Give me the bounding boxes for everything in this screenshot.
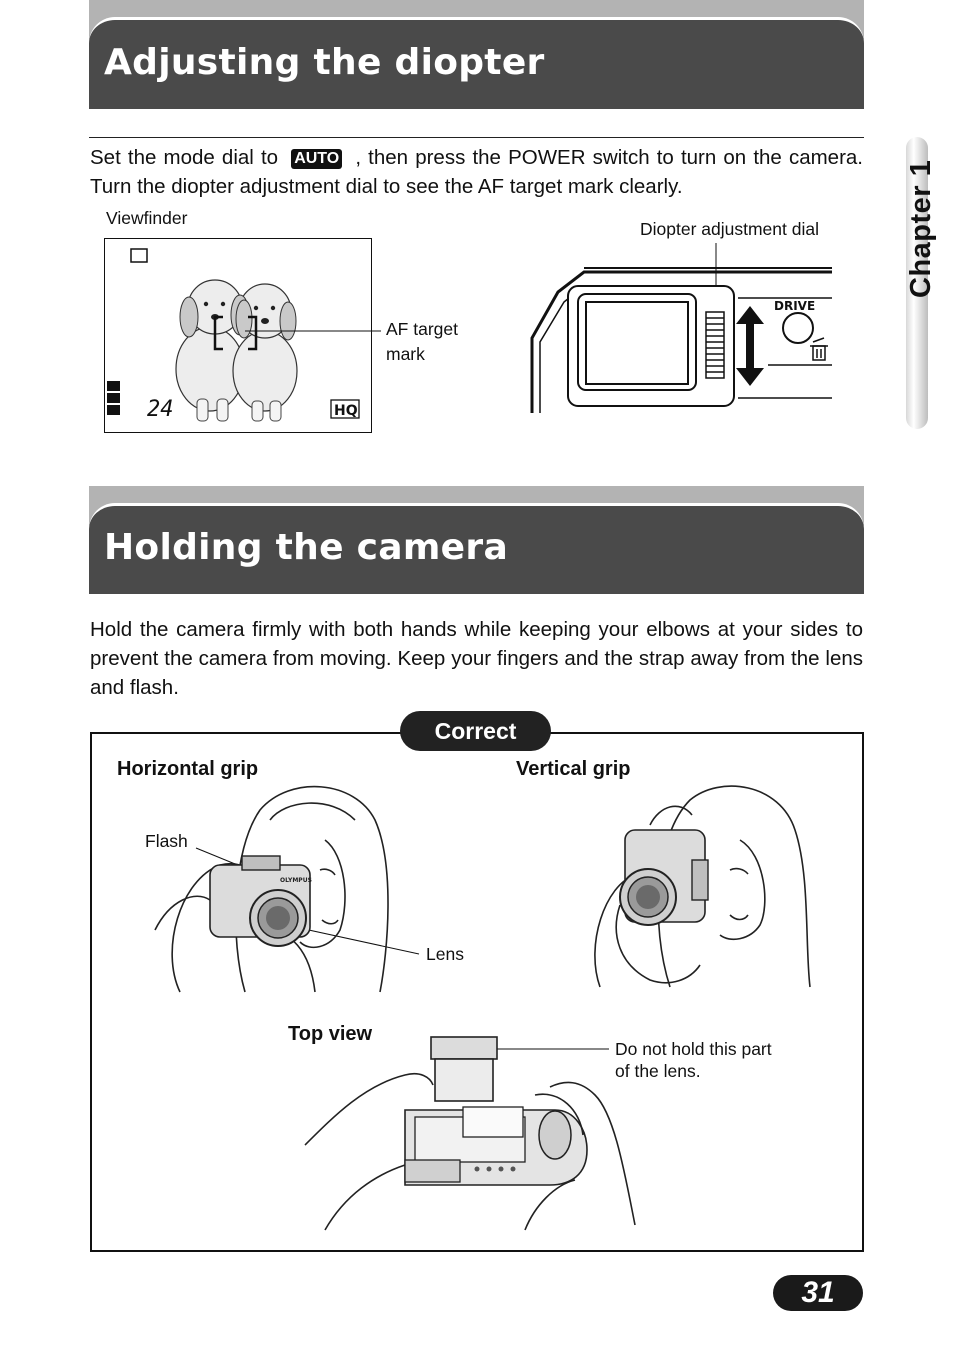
correct-badge: Correct — [400, 711, 551, 751]
frame-count: 24 — [147, 397, 174, 422]
quality-indicator: HQ — [334, 403, 358, 419]
camera-brand: OLYMPUS — [280, 877, 312, 884]
vertical-grip-label: Vertical grip — [516, 758, 631, 780]
af-target-label-1: AF target — [386, 319, 458, 339]
top-view-illustration — [305, 1035, 645, 1235]
viewfinder-scene — [105, 239, 371, 432]
diopter-dial-label: Diopter adjustment dial — [640, 219, 819, 239]
drive-label: DRIVE — [774, 299, 816, 313]
lens-label: Lens — [426, 944, 464, 964]
diopter-divider — [89, 137, 864, 138]
page-number: 31 — [773, 1275, 863, 1311]
af-target-label-2: mark — [386, 344, 425, 364]
warning-label-1: Do not hold this part — [615, 1039, 772, 1059]
horizontal-grip-illustration — [150, 780, 410, 995]
top-view-label: Top view — [288, 1023, 373, 1045]
viewfinder-frame — [104, 238, 372, 433]
horizontal-grip-label: Horizontal grip — [117, 758, 259, 780]
chapter-label: Chapter 1 — [905, 159, 937, 298]
vertical-grip-illustration — [580, 775, 820, 990]
instructions-text-1: Set the mode dial to — [90, 146, 286, 169]
diopter-title: Adjusting the diopter — [104, 42, 545, 83]
viewfinder-label: Viewfinder — [106, 208, 188, 228]
holding-title: Holding the camera — [104, 527, 509, 568]
up-down-arrow-icon — [736, 306, 764, 386]
erase-trash-icon — [810, 338, 828, 360]
instructions-text-2: , then press the POWER switch to turn on the camera. Turn the diopter adjustment dial to see the AF target mark clearly. — [90, 146, 863, 198]
warning-label-2: of the lens. — [615, 1061, 701, 1081]
camera-back-illustration — [528, 258, 838, 418]
holding-instructions: Hold the camera firmly with both hands while keeping your elbows at your sides to prevent the camera from moving. Keep your fingers and the strap away from the lens and flash. — [90, 618, 863, 699]
flash-label: Flash — [145, 831, 188, 851]
diopter-instructions — [90, 143, 863, 201]
auto-mode-icon: AUTO — [291, 149, 342, 169]
drive-button-icon — [783, 313, 813, 343]
